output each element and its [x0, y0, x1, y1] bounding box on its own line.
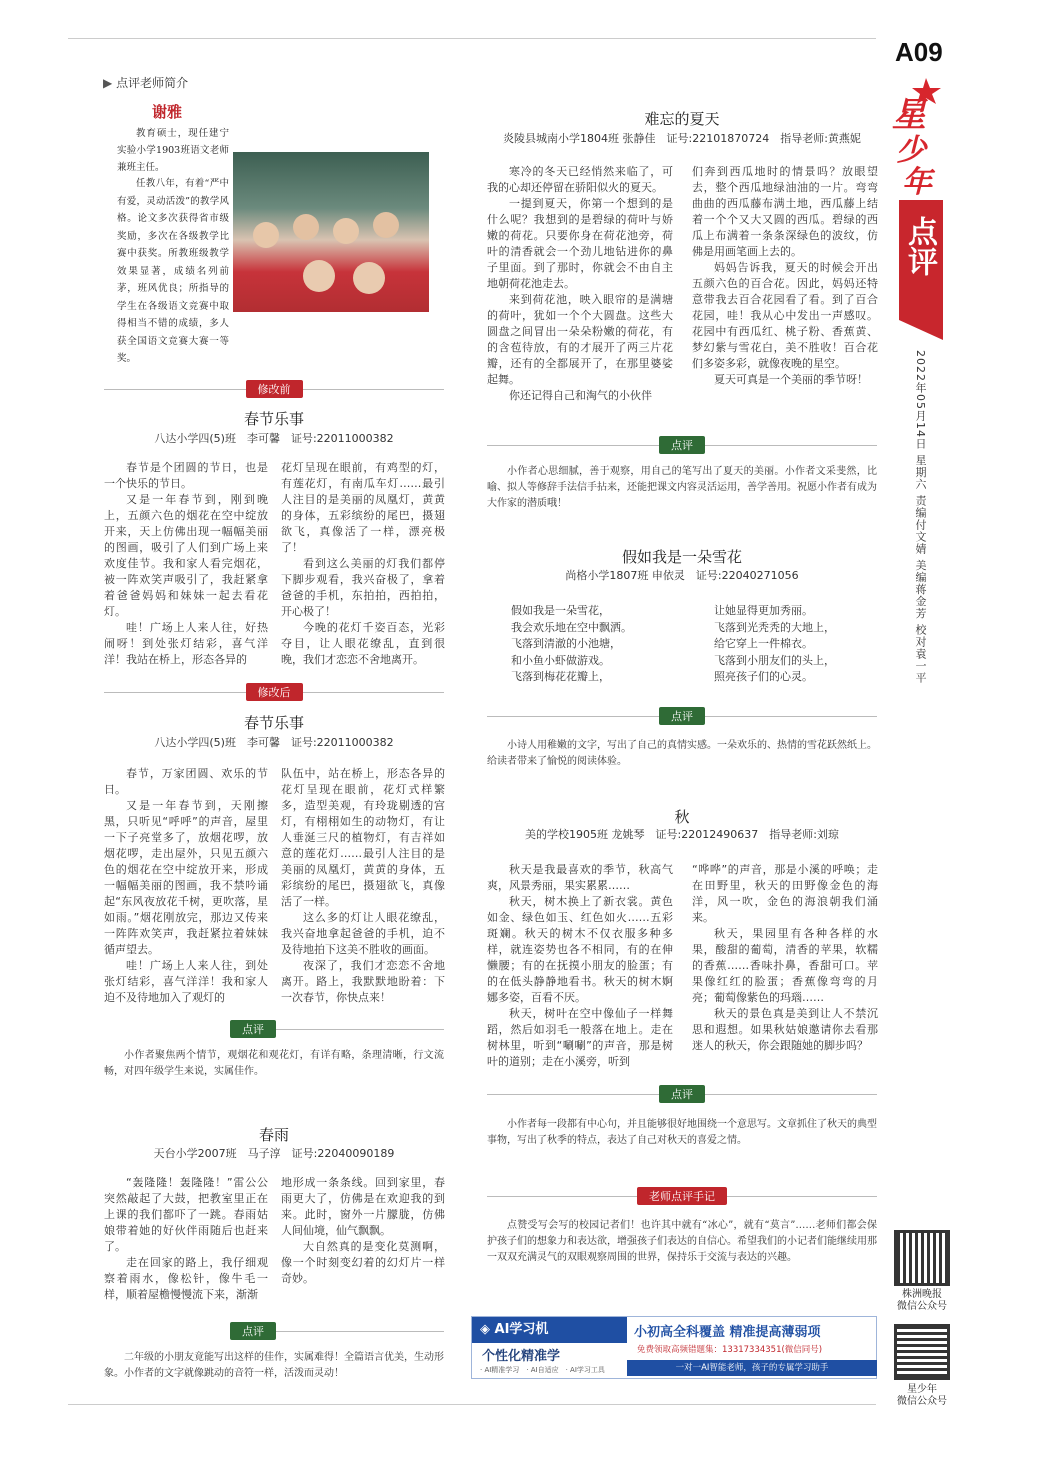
rain-title: 春雨 [258, 1126, 289, 1144]
page-number: A09 [895, 37, 943, 67]
ad-banner [471, 1316, 877, 1379]
after-col-2: 队伍中，站在桥上，形态各异的花灯呈现在眼前，花灯式样繁多，造型美观，有玲珑剔透的宫灯，有栩栩如生的动物灯，有让人垂涎三尺的植物灯，有吉祥如意的莲花灯……最引人注目的是美丽的凤凰灯，黄黄的身体，五彩缤纷的尾巴，摄翅欲飞，真像活了一样。 这么多的灯让人眼花缭乱，我兴奋地拿起爸爸的手机，迫不及待地拍下这美不胜收的画面。 夜深了，我们才恋恋不舍地离开。路上，我默默地盼着：下一次春节，你快点来！ [281, 767, 445, 1004]
snow-comment-tag: 点评 [659, 707, 705, 725]
triangle-icon: ▶ [103, 76, 113, 90]
snow-byline: 尚格小学1807班 申依灵 证号:22040271056 [565, 569, 799, 582]
autumn-byline: 美的学校1905班 龙姚琴 证号:22012490637 指导老师:刘琼 [525, 828, 839, 841]
autumn-comment: 小作者每一段都有中心句，并且能够很好地围绕一个意思写。文章抓住了秋天的典型事物，写出了秋季的特点，表达了自己对秋天的喜爱之情。 [487, 1119, 877, 1146]
after-comment-tag: 点评 [230, 1020, 276, 1038]
qr-code-star [894, 1324, 950, 1380]
rain-byline: 天台小学2007班 马子淳 证号:22040090189 [153, 1147, 395, 1160]
summer-comment-tag: 点评 [659, 436, 705, 454]
ad-free: 免费领取高频错题集：13317334351(微信同号) [637, 1345, 823, 1355]
date-line: 2022年05月14日 星期六 责编付文婧 美编蒋金芳 校对袁一平 [914, 350, 927, 684]
after-comment-divider [230, 1020, 444, 1038]
ai-icon: ◈ [480, 1322, 495, 1337]
snow-comment-divider [487, 707, 877, 725]
autumn-comment-divider [487, 1085, 877, 1103]
autumn-col-2: “哗哗”的声音，那是小溪的呼唤；走在田野里，秋天的田野像金色的海洋，风一吹，金色的海浪朝我们涌来。 秋天，果园里有各种各样的水果，酸甜的葡萄，清香的苹果，软糯的香蕉……香味扑鼻，香甜可口。苹果像红红的脸蛋；香蕉像弯弯的月亮；葡萄像紫色的玛瑙…… 秋天的景色真是美到让人不禁沉思和遐想。如果秋姑娘邀请你去看那迷人的秋天，你会跟随她的脚步吗？ [692, 863, 878, 1052]
svg-text:少: 少 [896, 133, 926, 168]
before-col-1: 春节是个团圆的节日，也是一个快乐的节日。 又是一年春节到，刚到晚上，五颜六色的烟花在空中绽放开来，天上仿佛出现一幅幅美丽的图画，吸引了人们到广场上来欢度佳节。我和家人看完烟花，被一阵欢笑声吸引了，我赶紧拿着爸爸妈妈和妹妹一起去看花灯。 哇！广场上人来人往，好热闹呀！到处张灯结彩，喜气洋洋！我站在桥上，形态各异的 [104, 461, 268, 666]
qr-label-1: 株洲晚报 微信公众号 [897, 1289, 947, 1312]
autumn-title: 秋 [674, 808, 690, 826]
before-title: 春节乐事 [243, 410, 304, 428]
section-badge [899, 200, 943, 340]
brand-logo [888, 76, 950, 196]
teacher-name: 谢雅 [152, 103, 183, 121]
after-col-1: 春节，万家团圆、欢乐的节日。 又是一年春节到，天刚擦黑，只听见“呼呼”的声音，屋里一下子亮堂多了，放烟花啰，放烟花啰，走出屋外，只见五颜六色的烟花在空中绽放开来，形成一幅幅美丽的图画，我不禁吟诵起“东风夜放花千树，更吹落，星如雨。”烟花刚放完，那边又传来一阵阵欢笑声，我赶紧拉着妹妹循声望去。 哇！广场上人来人往，到处张灯结彩，喜气洋洋！我和家人迫不及待地加入了观灯的 [104, 767, 268, 1004]
snow-title: 假如我是一朵雪花 [621, 548, 742, 566]
teacher-note-divider [487, 1187, 877, 1205]
teacher-photo [233, 152, 429, 312]
ad-slogan: 小初高全科覆盖 精准提高薄弱项 [634, 1325, 821, 1340]
before-col-2: 花灯呈现在眼前，有鸡型的灯，有莲花灯，有南瓜车灯……最引人注目的是美丽的凤凰灯，黄黄的身体，五彩缤纷的尾巴，摄翅欲飞，真像活了一样，漂亮极了！ 看到这么美丽的灯我们都停下脚步观看，我兴奋极了，拿着爸爸的手机，东拍拍，西拍拍，开心极了！ 今晚的花灯千姿百态，光彩夺目，让人眼花缭乱，直到很晚，我们才恋恋不舍地离开。 [281, 461, 445, 666]
summer-title: 难忘的夏天 [644, 110, 720, 128]
rain-comment-divider [230, 1322, 444, 1340]
summer-col-2: 们奔到西瓜地时的情景吗？放眼望去，整个西瓜地绿油油的一片。弯弯曲曲的西瓜藤布满土地，西瓜藤上结着一个个又大又圆的西瓜。碧绿的西瓜上布满着一条条深绿色的波纹，仿佛是用画笔画上去的。 妈妈告诉我，夏天的时候会开出五颜六色的百合花。因此，妈妈还特意带我去百合花园看了看。到了百合花园，哇！我从心中发出一声感叹。花园中有西瓜红、桃子粉、香蕉黄、梦幻紫与雪花白，美不胜收！百合花们多姿多彩，就像夜晚的星空。 夏天可真是一个美丽的季节呀！ [692, 165, 878, 386]
top-rule [68, 38, 876, 39]
bottom-rule [68, 1404, 876, 1405]
teacher-note-tag: 老师点评手记 [637, 1187, 727, 1205]
after-tag: 修改后 [246, 683, 303, 701]
after-divider [104, 683, 444, 701]
teacher-note: 点赞受写会写的校园记者们！也许其中就有“冰心”，就有“莫言”……老师们都会保护孩子们的想象力和表达欲，增强孩子们表达的自信心。希望我们的小记者们能继续用那一双双充满灵气的双眼观察周围的世界，保持乐于交流与表达的兴趣。 [487, 1220, 877, 1263]
ad-chips: · AI精准学习 · AI自适应 · AI学习工具 [480, 1366, 605, 1374]
after-byline: 八达小学四(5)班 李可馨 证号:22011000382 [154, 736, 394, 749]
summer-comment: 小作者心思细腻，善于观察，用自己的笔写出了夏天的美丽。小作者文采斐然，比喻、拟人等修辞手法信手拈来，还能把课文内容灵活运用，善学善用。祝愿小作者有成为大作家的潜质哦！ [487, 466, 877, 509]
qr-label-2: 星少年 微信公众号 [897, 1384, 947, 1407]
before-divider [104, 380, 444, 398]
teacher-header: ▶ 点评老师简介 [103, 76, 189, 90]
snow-col-2: 让她显得更加秀丽。 飞落到光秃秃的大地上， 给它穿上一件棉衣。 飞落到小朋友们的头上， 照亮孩子们的心灵。 [714, 604, 835, 683]
summer-byline: 炎陵县城南小学1804班 张静佳 证号:22101870724 指导老师:黄燕妮 [503, 132, 861, 145]
autumn-col-1: 秋天是我最喜欢的季节，秋高气爽，风景秀丽，果实累累…… 秋天，树木换上了新衣裳。黄色如金、绿色如玉、红色如火……五彩斑斓。秋天的树木不仅衣服多种多样，就连姿势也各不相同，有的在伸懒腰；有的在抚摸小朋友的脸蛋；有的在低头静静地看书。秋天的树木婀娜多姿，百看不厌。 秋天，树叶在空中像仙子一样舞蹈，然后如羽毛一般落在地上。走在树林里，听到“唰唰”的声音，那是树叶的道别；走在小溪旁，听到 [487, 863, 673, 1068]
ad-logo: ◈ AI学习机 [472, 1317, 627, 1343]
after-comment: 小作者聚焦两个情节，观烟花和观花灯，有详有略，条理清晰，行文流畅，对四年级学生来说，实属佳作。 [104, 1050, 444, 1077]
svg-text:年: 年 [902, 165, 932, 196]
rain-col-1: “轰隆隆！轰隆隆！”雷公公突然敲起了大鼓，把教室里正在上课的我们都吓了一跳。春雨姑娘带着她的好伙伴雨随后也赶来了。 走在回家的路上，我仔细观察着雨水，像松针，像牛毛一样，顺着屋檐慢慢流下来，渐渐 [104, 1176, 268, 1301]
autumn-comment-tag: 点评 [659, 1085, 705, 1103]
svg-text:星: 星 [892, 95, 926, 135]
ad-sub: 个性化精准学 [482, 1349, 561, 1364]
after-title: 春节乐事 [243, 714, 304, 732]
summer-col-1: 寒冷的冬天已经悄然来临了，可我的心却还停留在骄阳似火的夏天。 一提到夏天，你第一个想到的是什么呢？我想到的是碧绿的荷叶与娇嫩的荷花。只要你身在荷花池旁，荷叶的清香就会一个劲儿地钻进你的鼻子里面。到了那时，你就会不由自主地朝荷花池走去。 来到荷花池，映入眼帘的是满塘的荷叶，犹如一个个大圆盘。这些大圆盘之间冒出一朵朵粉嫩的荷花，有的含苞待放，有的才展开了两三片花瓣，还有的全都展开了，在那里婆娑起舞。 你还记得自己和淘气的小伙伴 [487, 165, 673, 402]
section-label: 点评 [902, 216, 937, 276]
ad-bottom: 一对一AI智能老师，孩子的专属学习助手 [627, 1360, 877, 1376]
before-byline: 八达小学四(5)班 李可馨 证号:22011000382 [154, 432, 394, 445]
teacher-bio: 任教八年，有着“严中有爱，灵动活泼”的教学风格。论文多次获得省市级奖励，多次在各级教学比赛中获奖。所教班级教学效果显著，成绩名列前茅，班风优良；所指导的学生在各级语文竞赛中取得相当不错的成绩，多人获全国语文竞赛大赛一等奖。 [117, 178, 229, 364]
rain-col-2: 地形成一条条线。回到家里，春雨更大了，仿佛是在欢迎我的到来。此时，窗外一片朦胧，仿佛人间仙境，仙气飘飘。 大自然真的是变化莫测啊，像一个时刻变幻着的幻灯片一样奇妙。 [281, 1176, 445, 1285]
before-tag: 修改前 [246, 380, 303, 398]
rain-comment-tag: 点评 [230, 1322, 276, 1340]
teacher-bio-top: 教育硕士，现任建宁实验小学1903班语文老师兼班主任。 [117, 128, 229, 173]
snow-col-1: 假如我是一朵雪花， 我会欢乐地在空中飘洒。 飞落到清澈的小池塘， 和小鱼小虾做游戏。 飞落到梅花花瓣上， [511, 604, 632, 683]
snow-comment: 小诗人用稚嫩的文字，写出了自己的真情实感。一朵欢乐的、热情的雪花跃然纸上。给读者带来了愉悦的阅读体验。 [487, 740, 877, 767]
qr-code-weibo [894, 1230, 950, 1286]
rain-comment: 二年级的小朋友竟能写出这样的佳作，实属难得！全篇语言优美，生动形象。小作者的文字就像跳动的音符一样，活泼而灵动！ [104, 1352, 444, 1379]
summer-comment-divider [487, 436, 877, 454]
